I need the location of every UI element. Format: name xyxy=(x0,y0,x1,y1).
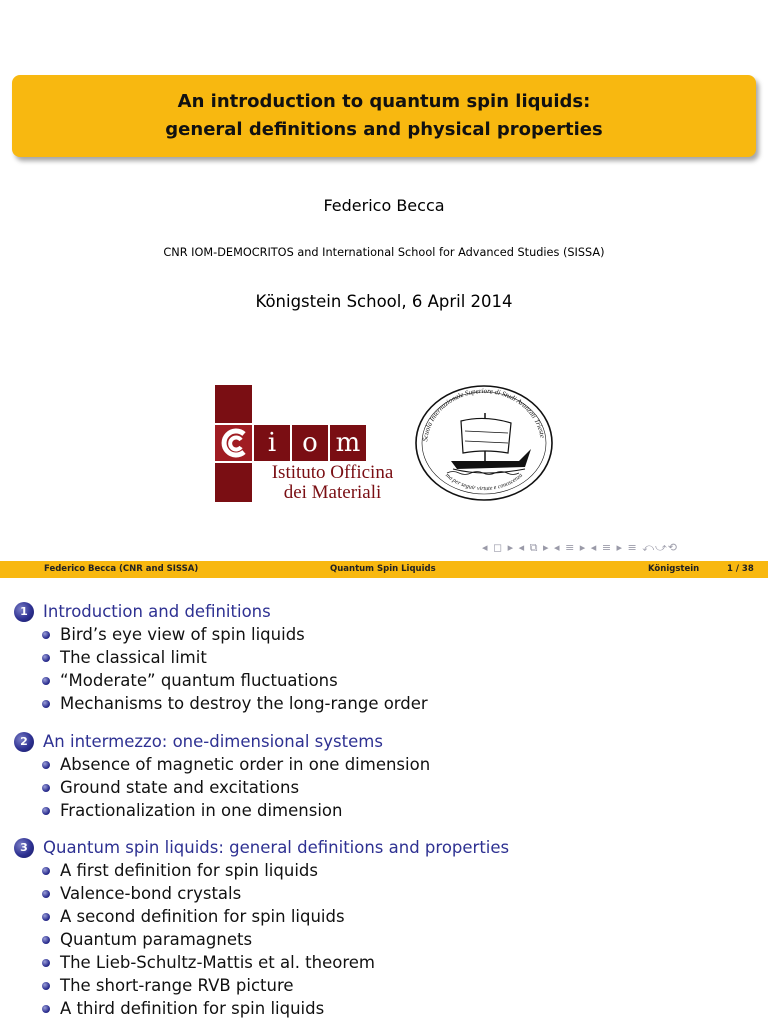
bullet-icon xyxy=(42,677,50,685)
iom-letter-m: m xyxy=(335,428,361,458)
sissa-seal-logo xyxy=(413,383,555,503)
seal-top-text: Scuola Internazionale Superiore di Studi Avanzati Trieste xyxy=(421,386,547,442)
bullet-icon xyxy=(42,700,50,708)
bullet-icon xyxy=(42,761,50,769)
footer-page-number: 1 / 38 xyxy=(727,564,754,574)
subsection-item[interactable]: Mechanisms to destroy the long-range order xyxy=(42,692,428,715)
iom-logo xyxy=(215,385,410,502)
subsection-item[interactable]: Valence-bond crystals xyxy=(42,882,509,905)
outline-section-1 xyxy=(14,600,428,715)
subsection-item[interactable]: The Lieb-Schultz-Mattis et al. theorem xyxy=(42,951,509,974)
iom-name-line1: Istituto Officina xyxy=(271,462,394,483)
section-number-badge: 2 xyxy=(14,732,34,752)
beamer-navigation-icons[interactable]: ◂ ◻ ▸ ◂ ⧉ ▸ ◂ ≡ ▸ ◂ ≡ ▸ ≡ ⤺⤻⟲ xyxy=(482,541,678,554)
bullet-icon xyxy=(42,867,50,875)
bullet-icon xyxy=(42,913,50,921)
section-title[interactable]: An intermezzo: one-dimensional systems xyxy=(43,732,383,751)
bullet-icon xyxy=(42,654,50,662)
author-name: Federico Becca xyxy=(323,196,445,215)
outline-section-3 xyxy=(14,836,509,1020)
title-box xyxy=(12,75,756,157)
subsection-item[interactable]: The classical limit xyxy=(42,646,428,669)
iom-letter-o: o xyxy=(302,428,318,458)
seal-bottom-text: ma per seguir virtute e conoscenza xyxy=(444,472,524,493)
subsection-item[interactable]: Fractionalization in one dimension xyxy=(42,799,430,822)
subsection-item[interactable]: A second definition for spin liquids xyxy=(42,905,509,928)
subsection-item[interactable]: Ground state and excitations xyxy=(42,776,430,799)
bullet-icon xyxy=(42,982,50,990)
footer-place: Königstein xyxy=(648,564,700,574)
subsection-item[interactable]: “Moderate” quantum fluctuations xyxy=(42,669,428,692)
subsection-item[interactable]: Absence of magnetic order in one dimension xyxy=(42,753,430,776)
iom-symbol-icon xyxy=(218,428,249,458)
subsection-item[interactable]: Bird’s eye view of spin liquids xyxy=(42,623,428,646)
outline-slide xyxy=(0,578,768,1024)
subsection-item[interactable]: Quantum paramagnets xyxy=(42,928,509,951)
bullet-icon xyxy=(42,807,50,815)
subsection-item[interactable]: A first definition for spin liquids xyxy=(42,859,509,882)
bullet-icon xyxy=(42,784,50,792)
institute-text: CNR IOM-DEMOCRITOS and International School for Advanced Studies (SISSA) xyxy=(163,246,605,259)
bullet-icon xyxy=(42,959,50,967)
bullet-icon xyxy=(42,890,50,898)
slide-title-line2: general definitions and physical properties xyxy=(165,119,603,140)
iom-letter-i: i xyxy=(267,428,277,458)
footer-title: Quantum Spin Liquids xyxy=(330,564,436,574)
section-number-badge: 3 xyxy=(14,838,34,858)
event-text: Königstein School, 6 April 2014 xyxy=(255,292,513,311)
subsection-item[interactable]: The short-range RVB picture xyxy=(42,974,509,997)
footer-author: Federico Becca (CNR and SISSA) xyxy=(44,564,199,574)
section-number-badge: 1 xyxy=(14,602,34,622)
iom-name-line2: dei Materiali xyxy=(283,482,382,503)
outline-section-2 xyxy=(14,730,430,822)
section-title[interactable]: Introduction and definitions xyxy=(43,602,271,621)
bullet-icon xyxy=(42,631,50,639)
bullet-icon xyxy=(42,1005,50,1013)
bullet-icon xyxy=(42,936,50,944)
slide-title-line1: An introduction to quantum spin liquids: xyxy=(177,91,591,112)
subsection-item[interactable]: A third definition for spin liquids xyxy=(42,997,509,1020)
footer-bar xyxy=(0,561,768,578)
section-title[interactable]: Quantum spin liquids: general definitions and properties xyxy=(43,838,510,857)
